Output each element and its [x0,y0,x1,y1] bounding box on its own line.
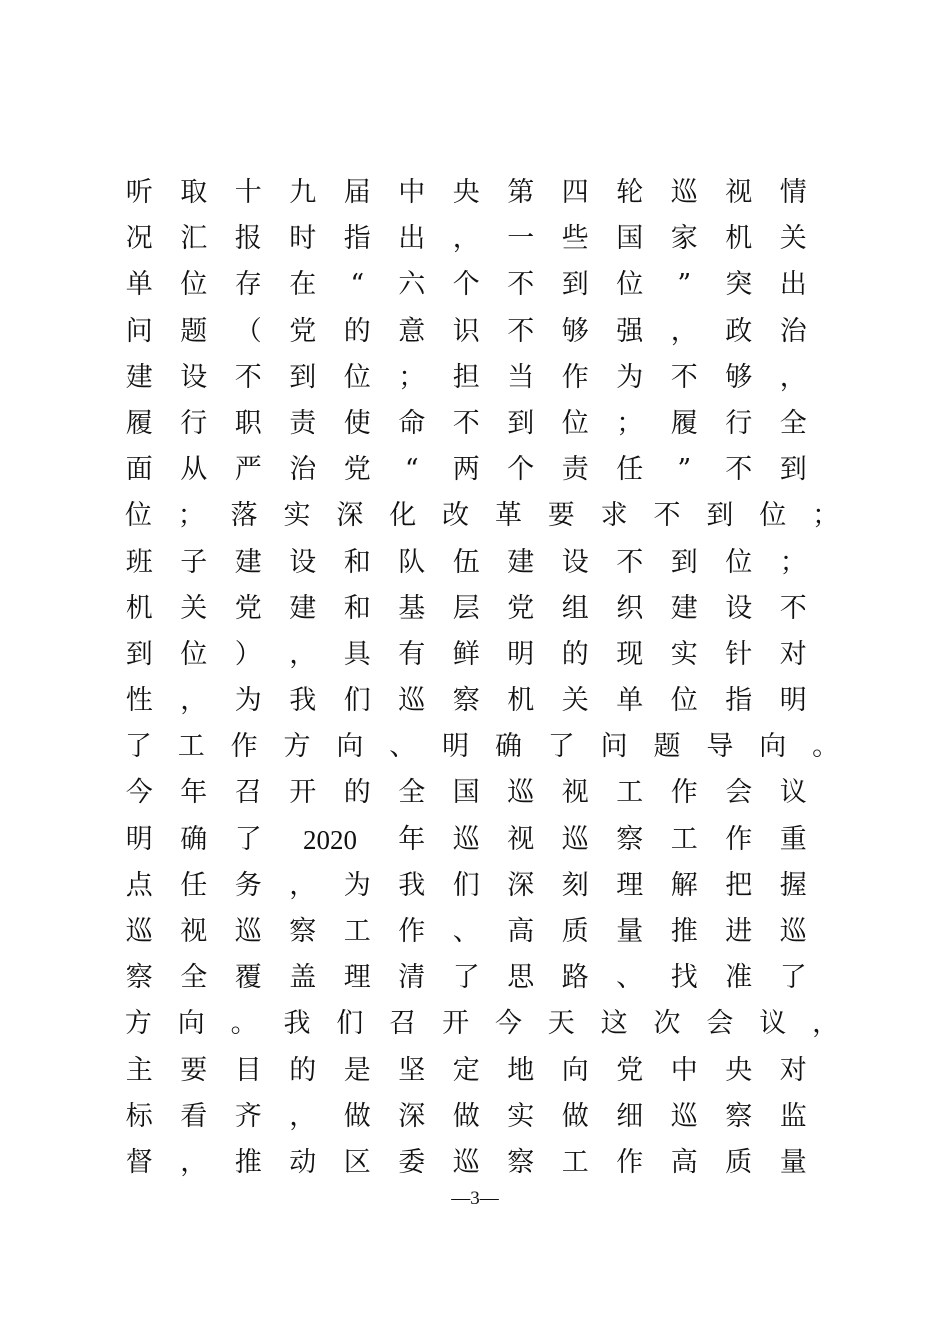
text-line: 听 取 十 九 届 中 央 第 四 轮 巡 视 情 [125,177,807,208]
text-line: 班 子 建 设 和 队 伍 建 设 不 到 位 ； [125,546,807,578]
body-text [112,170,852,1186]
text-line: 巡 视 巡 察 工 作 、 高 质 量 推 进 巡 [125,916,807,947]
text-line: 位 ； 落 实 深 化 改 革 要 求 不 到 位 ； [124,500,840,532]
text-line: 标 看 齐 ， 做 深 做 实 做 细 巡 察 监 [125,1100,807,1132]
page-number: —3— [451,1188,499,1209]
text-line: 明 确 了 2020 年 巡 视 巡 察 工 作 重 [125,823,807,855]
text-line: 到 位 ） ， 具 有 鲜 明 的 现 实 针 对 [125,638,807,670]
text-line: 今 年 召 开 的 全 国 巡 视 工 作 会 议 [125,777,807,809]
text-line: 主 要 目 的 是 坚 定 地 向 党 中 央 对 [125,1054,807,1086]
text-line: 况 汇 报 时 指 出 ， 一 些 国 家 机 关 [125,223,807,255]
text-line: 单 位 存 在 “ 六 个 不 到 位 ” 突 出 [125,269,807,301]
text-line: 点 任 务 ， 为 我 们 深 刻 理 解 把 握 [125,869,807,901]
text-line: 察 全 覆 盖 理 清 了 思 路 、 找 准 了 [125,962,807,994]
text-line: 面 从 严 治 党 “ 两 个 责 任 ” 不 到 [125,454,807,486]
text-line: 了 工 作 方 向 、 明 确 了 问 题 导 向 。 [124,731,840,763]
text-line: 督 ， 推 动 区 委 巡 察 工 作 高 质 量 [125,1146,807,1178]
text-line: 性 ， 为 我 们 巡 察 机 关 单 位 指 明 [125,685,807,717]
text-line: 建 设 不 到 位 ； 担 当 作 为 不 够 ， [125,361,807,393]
text-line: 履 行 职 责 使 命 不 到 位 ； 履 行 全 [125,407,807,439]
text-line: 机 关 党 建 和 基 层 党 组 织 建 设 不 [125,592,807,624]
text-line: 方 向 。 我 们 召 开 今 天 这 次 会 议 ， [124,1008,840,1040]
text-line: 问 题 （ 党 的 意 识 不 够 强 ， 政 治 [125,315,807,347]
